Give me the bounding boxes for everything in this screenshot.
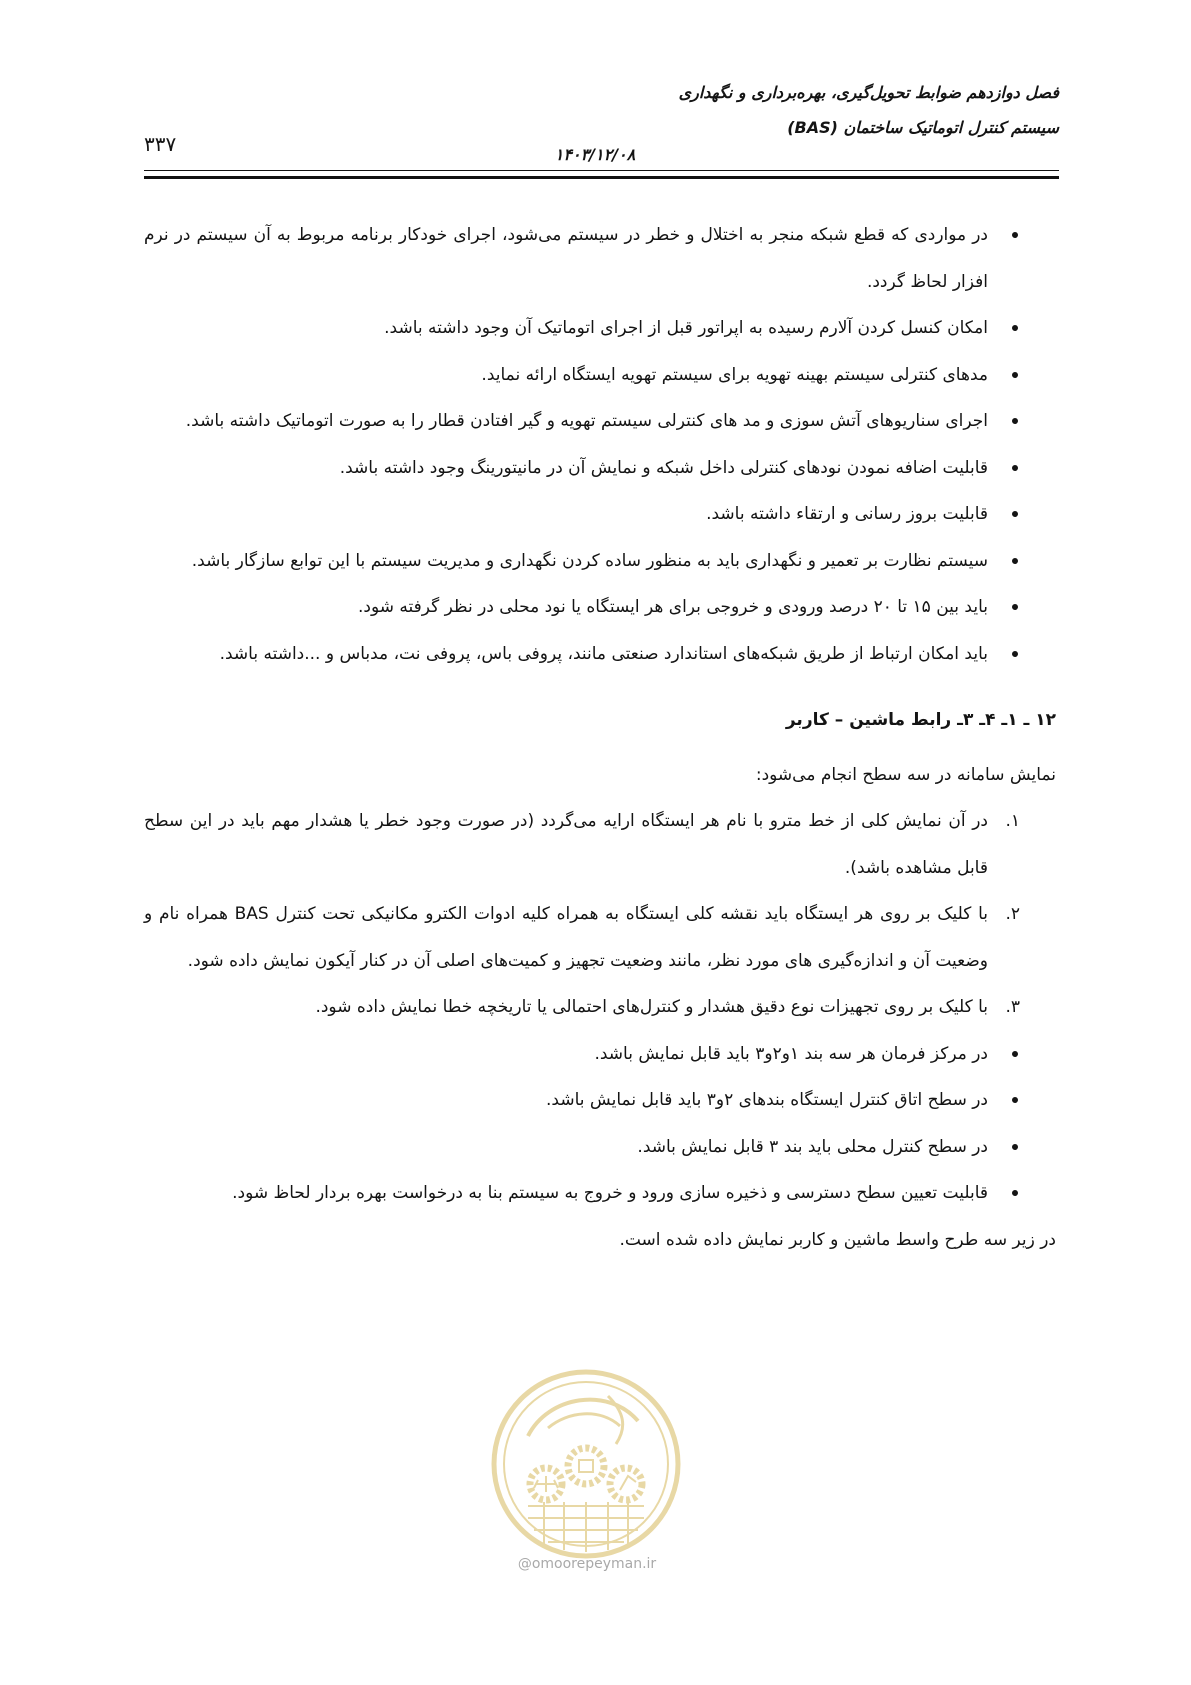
watermark-site-text: @omoorepeyman.ir [517, 1556, 657, 1572]
bullet-icon [1012, 418, 1018, 424]
list-item [144, 1031, 1056, 1078]
list-item-text: در سطح کنترل محلی باید بند ۳ قابل نمایش باشد. [637, 1136, 988, 1157]
header-rule-thin [144, 170, 1059, 171]
list-item [144, 1077, 1056, 1124]
bullet-icon [1012, 325, 1018, 331]
closing-paragraph: در زیر سه طرح واسط ماشین و کاربر نمایش داده شده است. [619, 1229, 1056, 1250]
list-item-text: در مرکز فرمان هر سه بند ۱و۲و۳ باید قابل نمایش باشد. [594, 1043, 988, 1064]
list-item-text: سیستم نظارت بر تعمیر و نگهداری باید به منظور ساده کردن نگهداری و مدیریت سیستم با این توابع سازگار باشد. [191, 550, 988, 571]
bullet-icon [1012, 511, 1018, 517]
requirements-list [144, 212, 1056, 677]
display-access-list [144, 1031, 1056, 1217]
bullet-icon [1012, 232, 1018, 238]
section-intro: نمایش سامانه در سه سطح انجام می‌شود: [755, 764, 1056, 785]
bullet-icon [1012, 604, 1018, 610]
bullet-icon [1012, 1097, 1018, 1103]
bullet-icon [1012, 1051, 1018, 1057]
bullet-icon [1012, 465, 1018, 471]
bullet-icon [1012, 651, 1018, 657]
page-number: ۳۳۷ [144, 132, 177, 156]
list-item [144, 631, 1056, 678]
list-item-text: باید بین ۱۵ تا ۲۰ درصد ورودی و خروجی برای هر ایستگاه یا نود محلی در نظر گرفته شود. [358, 597, 988, 617]
list-item [144, 1124, 1056, 1171]
item-number: ۳. [1005, 997, 1020, 1017]
section-heading: ۱۲ ـ ۱ـ ۴ـ ۳ـ رابط ماشین – کاربر [785, 710, 1056, 730]
header-rule-thick [144, 176, 1059, 179]
list-item-text: امکان کنسل کردن آلارم رسیده به اپراتور قبل از اجرای اتوماتیک آن وجود داشته باشد. [384, 318, 988, 338]
list-item [144, 212, 1056, 305]
item-number: ۲. [1005, 904, 1020, 924]
numbered-item [144, 891, 1056, 984]
list-item [144, 445, 1056, 492]
item-number: ۱. [1005, 811, 1020, 831]
document-date: ۱۴۰۳/۱۲/۰۸ [554, 145, 636, 164]
list-item-text: در مواردی که قطع شبکه منجر به اختلال و خطر در سیستم می‌شود، اجرای خودکار برنامه مربوط به آن سیستم در نرم افزار لحاظ گردد. [144, 225, 988, 292]
list-item-text: قابلیت اضافه نمودن نودهای کنترلی داخل شبکه و نمایش آن در مانیتورینگ وجود داشته باشد. [339, 457, 988, 478]
list-item [144, 305, 1056, 352]
list-item-text: قابلیت تعیین سطح دسترسی و ذخیره سازی ورود و خروج به سیستم بنا به درخواست بهره بردار لحاظ شود. [232, 1183, 988, 1203]
chapter-title: فصل دوازدهم ضوابط تحویل‌گیری، بهره‌برداری و نگهداری [678, 83, 1059, 102]
display-levels-list [144, 798, 1056, 1031]
list-item [144, 538, 1056, 585]
list-item [144, 398, 1056, 445]
list-item-text: قابلیت بروز رسانی و ارتقاء داشته باشد. [706, 504, 988, 524]
list-item-text: در سطح اتاق کنترل ایستگاه بندهای ۲و۳ باید قابل نمایش باشد. [546, 1090, 988, 1110]
numbered-item [144, 984, 1056, 1031]
bullet-icon [1012, 1190, 1018, 1196]
bullet-icon [1012, 372, 1018, 378]
numbered-item-text: با کلیک بر روی هر ایستگاه باید نقشه کلی ایستگاه به همراه کلیه ادوات الکترو مکانیکی تحت کنترل BAS همراه نام و وضعیت آن و اندازه‌گیری های مورد نظر، مانند وضعیت تجهیز و کمیت‌های اصلی آن در کنار آیکون نمایش داده شود. [144, 904, 988, 971]
list-item [144, 352, 1056, 399]
numbered-item-text: با کلیک بر روی تجهیزات نوع دقیق هشدار و کنترل‌های احتمالی یا تاریخچه خطا نمایش داده شود. [315, 997, 988, 1017]
numbered-item-text: در آن نمایش کلی از خط مترو با نام هر ایستگاه ارایه می‌گردد (در صورت وجود خطر یا هشدار مهم باید در این سطح قابل مشاهده باشد). [144, 811, 988, 878]
document-body [144, 212, 1056, 1263]
system-title: سیستم کنترل اتوماتیک ساختمان (BAS) [787, 118, 1059, 137]
numbered-item [144, 798, 1056, 891]
list-item [144, 1170, 1056, 1217]
list-item [144, 584, 1056, 631]
seal-logo-icon [488, 1366, 684, 1562]
list-item-text: باید امکان ارتباط از طریق شبکه‌های استاندارد صنعتی مانند، پروفی باس، پروفی نت، مدباس و ...داشته باشد. [219, 643, 988, 664]
bullet-icon [1012, 1144, 1018, 1150]
bullet-icon [1012, 558, 1018, 564]
list-item-text: اجرای سناریوهای آتش سوزی و مد های کنترلی سیستم تهویه و گیر افتادن قطار را به صورت اتوماتیک داشته باشد. [185, 411, 988, 431]
list-item-text: مدهای کنترلی سیستم بهینه تهویه برای سیستم تهویه ایستگاه ارائه نماید. [481, 364, 988, 385]
list-item [144, 491, 1056, 538]
